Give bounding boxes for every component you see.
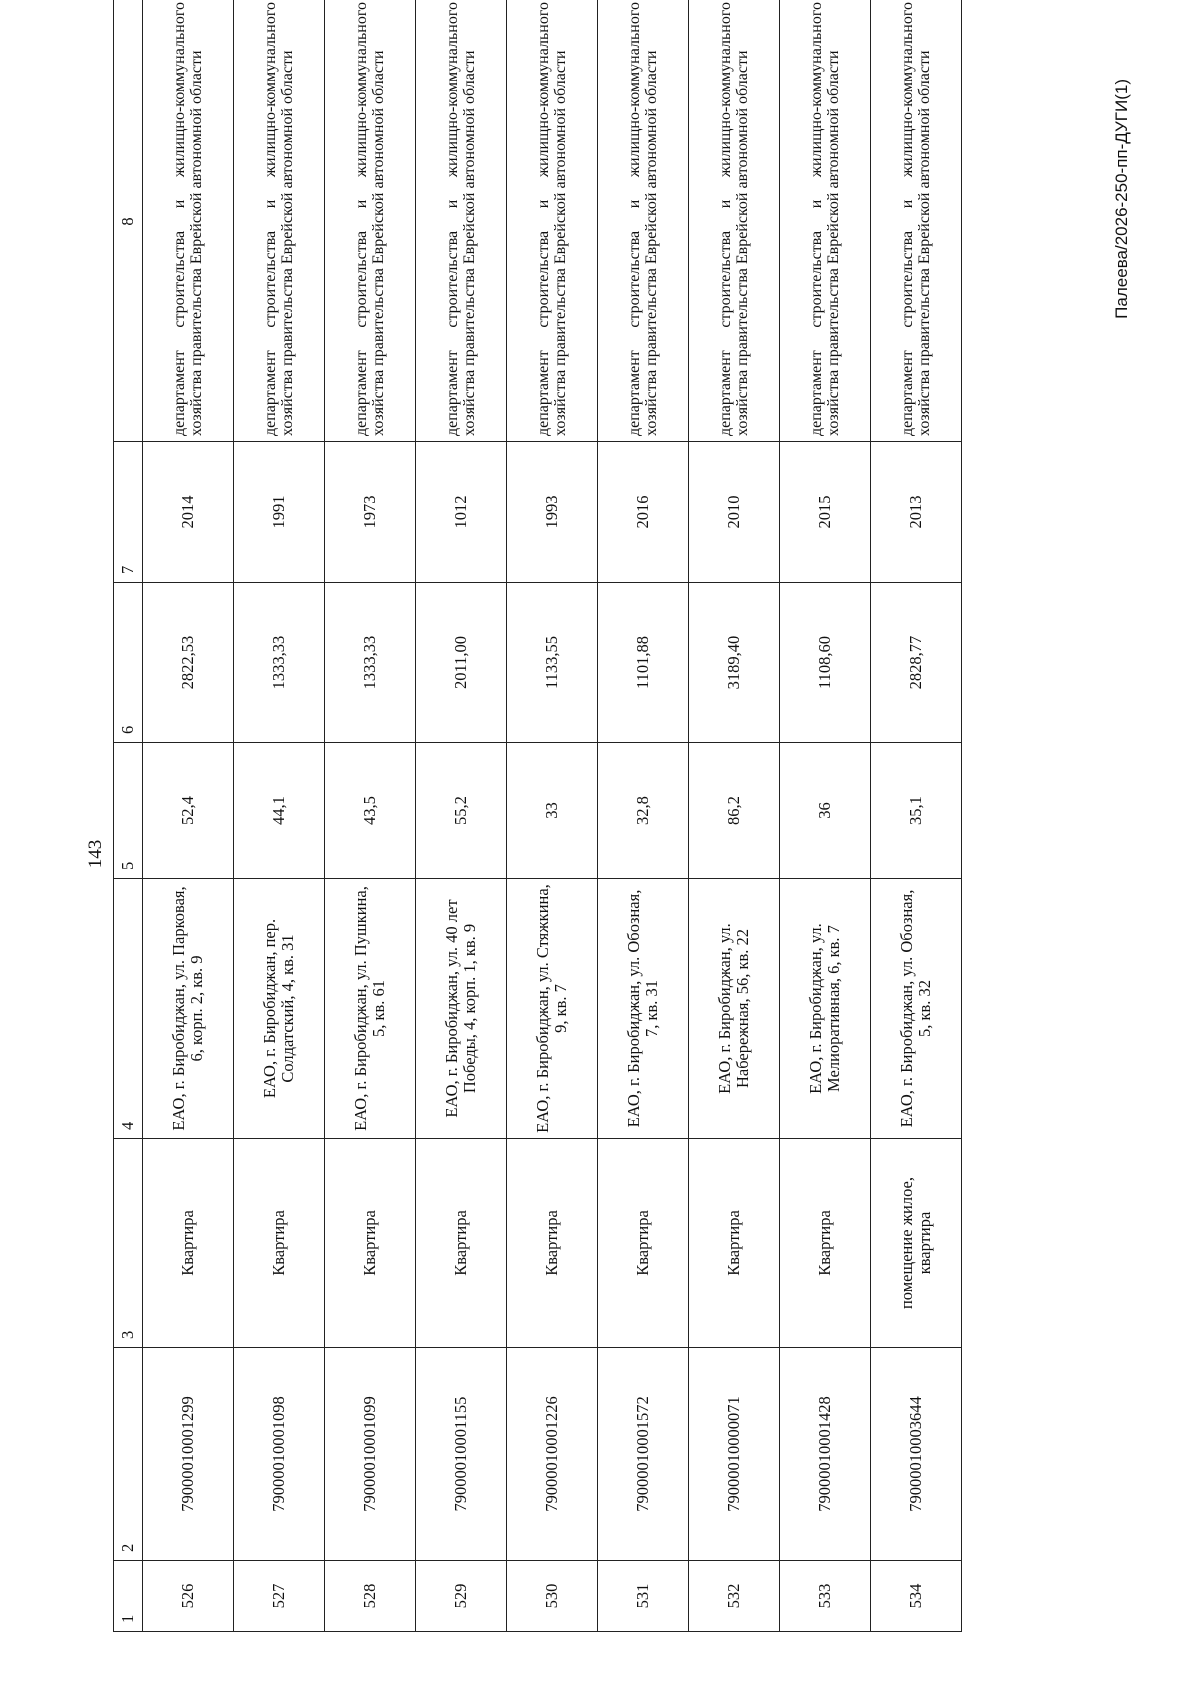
holder-cell: департамент строительства и жилищно-коммунального хозяйства правительства Еврейской автономной области xyxy=(234,0,325,442)
year-cell: 1993 xyxy=(507,442,598,583)
header-cell-8: 8 xyxy=(114,0,143,442)
table-row xyxy=(780,0,871,1632)
area-cell: 44,1 xyxy=(234,743,325,879)
year-cell: 2015 xyxy=(780,442,871,583)
header-cell-1: 1 xyxy=(114,1561,143,1632)
area-cell: 33 xyxy=(507,743,598,879)
address-cell: ЕАО, г. Биробиджан, пер. Солдатский, 4, кв. 31 xyxy=(234,879,325,1139)
header-cell-2: 2 xyxy=(114,1348,143,1561)
document-footer-code: Палеева/2026-250-пп-ДУГИ(1) xyxy=(1112,79,1131,319)
table-row xyxy=(598,0,689,1632)
table-row xyxy=(234,0,325,1632)
header-row xyxy=(114,0,143,1632)
address-cell: ЕАО, г. Биробиджан, ул. 40 лет Победы, 4, корп. 1, кв. 9 xyxy=(416,879,507,1139)
address-cell: ЕАО, г. Биробиджан, ул. Мелиоративная, 6, кв. 7 xyxy=(780,879,871,1139)
header-cell-5: 5 xyxy=(114,743,143,879)
property-registry-table xyxy=(113,0,962,1632)
table-row xyxy=(143,0,234,1632)
property-type-cell: Квартира xyxy=(598,1139,689,1348)
area-cell: 36 xyxy=(780,743,871,879)
header-cell-3: 3 xyxy=(114,1139,143,1348)
table-body xyxy=(143,0,962,1632)
cadastral-number-cell: 79000010001226 xyxy=(507,1348,598,1561)
area-cell: 43,5 xyxy=(325,743,416,879)
value-cell: 1133,55 xyxy=(507,583,598,743)
cadastral-number-cell: 79000010001572 xyxy=(598,1348,689,1561)
cadastral-number-cell: 79000010001428 xyxy=(780,1348,871,1561)
table-row xyxy=(416,0,507,1632)
address-cell: ЕАО, г. Биробиджан, ул. Обозная, 5, кв. 32 xyxy=(871,879,962,1139)
value-cell: 3189,40 xyxy=(689,583,780,743)
header-cell-4: 4 xyxy=(114,879,143,1139)
value-cell: 1333,33 xyxy=(325,583,416,743)
value-cell: 1101,88 xyxy=(598,583,689,743)
holder-cell: департамент строительства и жилищно-коммунального хозяйства правительства Еврейской автономной области xyxy=(689,0,780,442)
row-number-cell: 530 xyxy=(507,1561,598,1632)
cadastral-number-cell: 79000010001299 xyxy=(143,1348,234,1561)
row-number-cell: 533 xyxy=(780,1561,871,1632)
holder-cell: департамент строительства и жилищно-коммунального хозяйства правительства Еврейской автономной области xyxy=(598,0,689,442)
address-cell: ЕАО, г. Биробиджан, ул. Стяжкина, 9, кв. 7 xyxy=(507,879,598,1139)
property-type-cell: Квартира xyxy=(416,1139,507,1348)
cadastral-number-cell: 79000010001099 xyxy=(325,1348,416,1561)
year-cell: 2013 xyxy=(871,442,962,583)
holder-cell: департамент строительства и жилищно-коммунального хозяйства правительства Еврейской автономной области xyxy=(871,0,962,442)
year-cell: 2014 xyxy=(143,442,234,583)
year-cell: 1973 xyxy=(325,442,416,583)
property-type-cell: Квартира xyxy=(143,1139,234,1348)
address-cell: ЕАО, г. Биробиджан, ул. Пушкина, 5, кв. 61 xyxy=(325,879,416,1139)
table-row xyxy=(689,0,780,1632)
property-type-cell: помещение жилое, квартира xyxy=(871,1139,962,1348)
value-cell: 1108,60 xyxy=(780,583,871,743)
area-cell: 32,8 xyxy=(598,743,689,879)
header-cell-7: 7 xyxy=(114,442,143,583)
holder-cell: департамент строительства и жилищно-коммунального хозяйства правительства Еврейской автономной области xyxy=(325,0,416,442)
value-cell: 2011,00 xyxy=(416,583,507,743)
row-number-cell: 529 xyxy=(416,1561,507,1632)
year-cell: 1991 xyxy=(234,442,325,583)
holder-cell: департамент строительства и жилищно-коммунального хозяйства правительства Еврейской автономной области xyxy=(780,0,871,442)
cadastral-number-cell: 79000010001098 xyxy=(234,1348,325,1561)
row-number-cell: 531 xyxy=(598,1561,689,1632)
property-type-cell: Квартира xyxy=(689,1139,780,1348)
cadastral-number-cell: 79000010000071 xyxy=(689,1348,780,1561)
value-cell: 1333,33 xyxy=(234,583,325,743)
address-cell: ЕАО, г. Биробиджан, ул. Парковая, 6, корп. 2, кв. 9 xyxy=(143,879,234,1139)
area-cell: 86,2 xyxy=(689,743,780,879)
holder-cell: департамент строительства и жилищно-коммунального хозяйства правительства Еврейской автономной области xyxy=(143,0,234,442)
year-cell: 2016 xyxy=(598,442,689,583)
area-cell: 52,4 xyxy=(143,743,234,879)
table-row xyxy=(507,0,598,1632)
address-cell: ЕАО, г. Биробиджан, ул. Набережная, 56, кв. 22 xyxy=(689,879,780,1139)
row-number-cell: 532 xyxy=(689,1561,780,1632)
page-number: 143 xyxy=(85,839,106,869)
property-type-cell: Квартира xyxy=(507,1139,598,1348)
value-cell: 2828,77 xyxy=(871,583,962,743)
value-cell: 2822,53 xyxy=(143,583,234,743)
row-number-cell: 526 xyxy=(143,1561,234,1632)
header-cell-6: 6 xyxy=(114,583,143,743)
row-number-cell: 534 xyxy=(871,1561,962,1632)
property-type-cell: Квартира xyxy=(234,1139,325,1348)
property-type-cell: Квартира xyxy=(780,1139,871,1348)
year-cell: 1012 xyxy=(416,442,507,583)
row-number-cell: 528 xyxy=(325,1561,416,1632)
table-row xyxy=(871,0,962,1632)
row-number-cell: 527 xyxy=(234,1561,325,1632)
area-cell: 35,1 xyxy=(871,743,962,879)
year-cell: 2010 xyxy=(689,442,780,583)
cadastral-number-cell: 79000010003644 xyxy=(871,1348,962,1561)
property-type-cell: Квартира xyxy=(325,1139,416,1348)
address-cell: ЕАО, г. Биробиджан, ул. Обозная, 7, кв. 31 xyxy=(598,879,689,1139)
table-row xyxy=(325,0,416,1632)
cadastral-number-cell: 79000010001155 xyxy=(416,1348,507,1561)
holder-cell: департамент строительства и жилищно-коммунального хозяйства правительства Еврейской автономной области xyxy=(416,0,507,442)
area-cell: 55,2 xyxy=(416,743,507,879)
holder-cell: департамент строительства и жилищно-коммунального хозяйства правительства Еврейской автономной области xyxy=(507,0,598,442)
